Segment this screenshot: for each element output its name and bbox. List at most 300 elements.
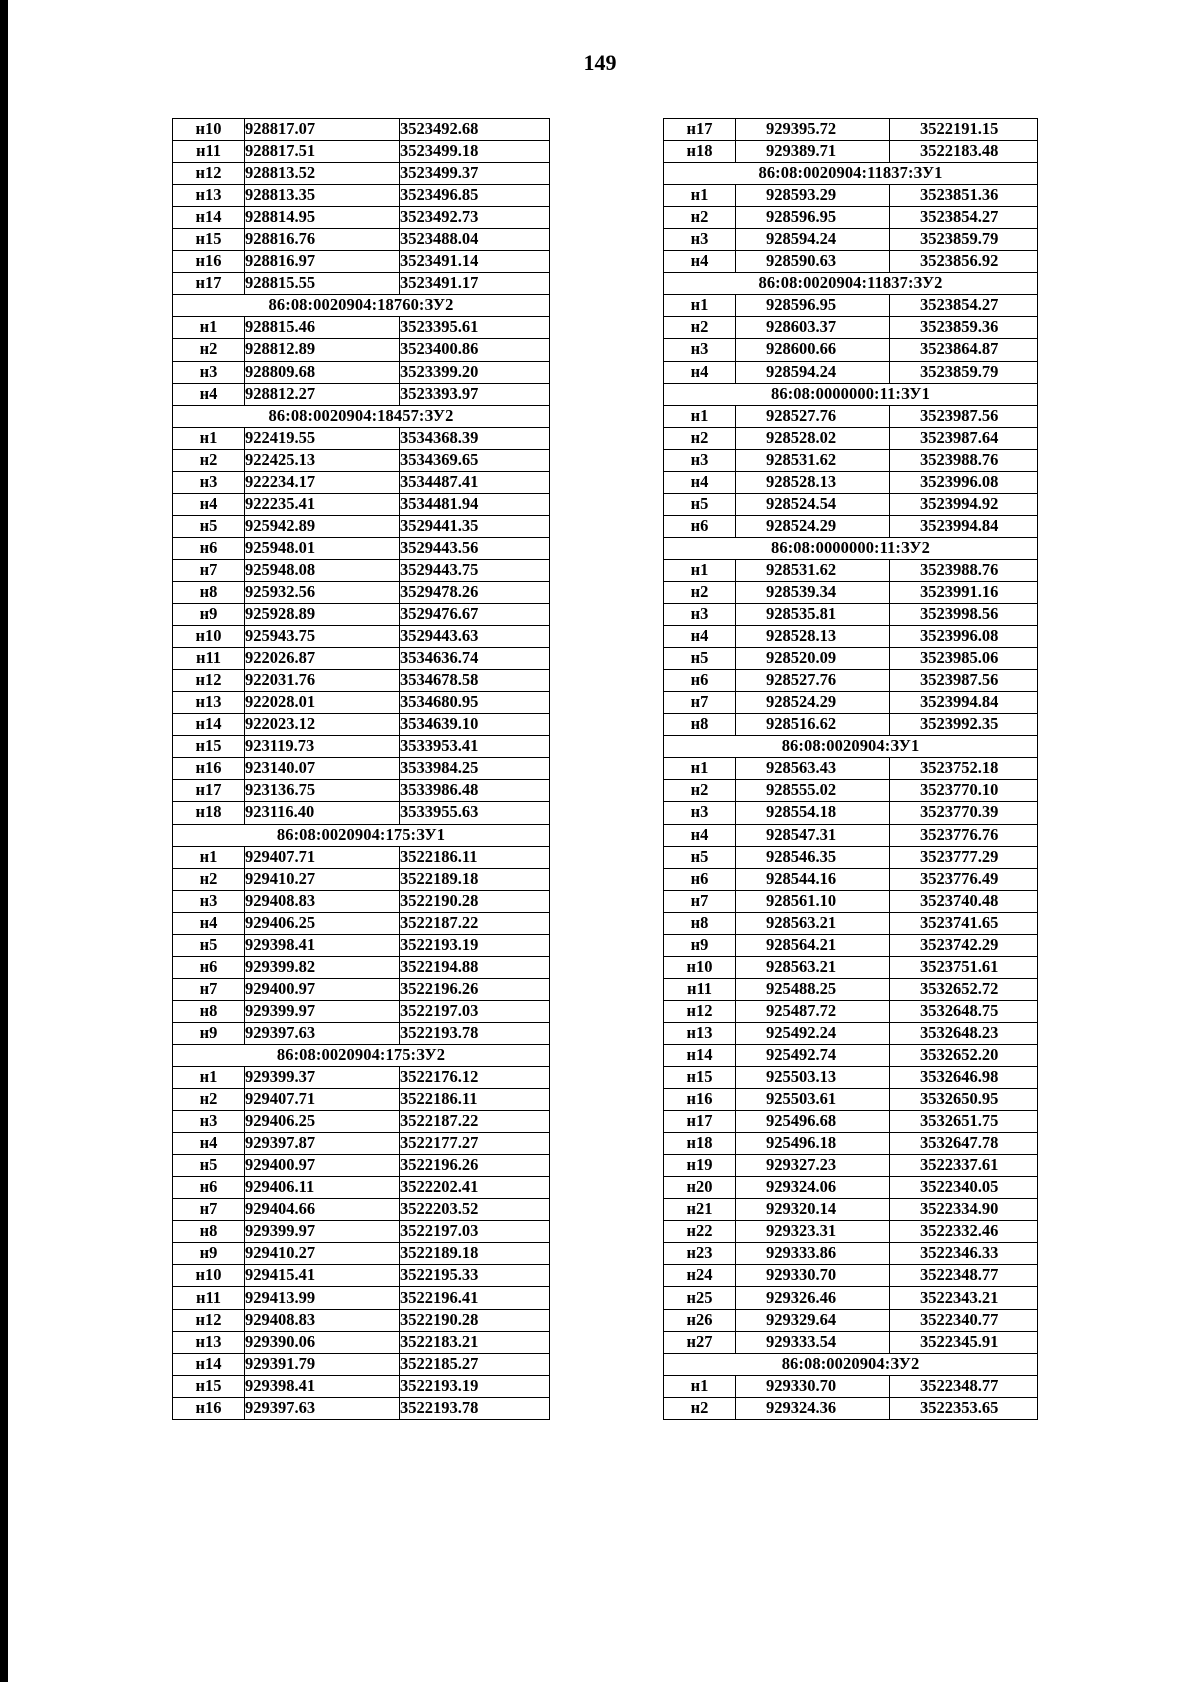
table-row [173,934,550,956]
point-id: н15 [664,1067,736,1089]
y-coordinate: 3532651.75 [890,1111,1038,1133]
table-row [173,339,550,361]
x-coordinate: 929397.63 [245,1022,400,1044]
table-row [173,1089,550,1111]
x-coordinate: 928817.07 [245,119,400,141]
table-row [173,141,550,163]
table-row [664,1221,1038,1243]
point-id: н9 [664,934,736,956]
coordinates-table-right [663,118,1038,1420]
table-row [664,317,1038,339]
x-coordinate: 925488.25 [736,978,890,1000]
x-coordinate: 925487.72 [736,1000,890,1022]
x-coordinate: 928594.24 [736,361,890,383]
y-coordinate: 3523393.97 [400,383,550,405]
table-row [173,978,550,1000]
table-row [173,471,550,493]
x-coordinate: 922026.87 [245,648,400,670]
section-header-row [664,273,1038,295]
x-coordinate: 928561.10 [736,890,890,912]
y-coordinate: 3523741.65 [890,912,1038,934]
y-coordinate: 3523994.92 [890,493,1038,515]
table-row [664,824,1038,846]
y-coordinate: 3523991.16 [890,581,1038,603]
table-row [664,1331,1038,1353]
table-row [664,1265,1038,1287]
y-coordinate: 3523859.79 [890,229,1038,251]
x-coordinate: 929406.11 [245,1177,400,1199]
y-coordinate: 3522353.65 [890,1397,1038,1419]
x-coordinate: 929413.99 [245,1287,400,1309]
point-id: н13 [664,1022,736,1044]
x-coordinate: 928528.13 [736,626,890,648]
table-row [173,317,550,339]
x-coordinate: 928596.95 [736,295,890,317]
table-row [173,581,550,603]
point-id: н16 [173,1397,245,1419]
x-coordinate: 928590.63 [736,251,890,273]
point-id: н1 [173,427,245,449]
table-row [173,1000,550,1022]
point-id: н22 [664,1221,736,1243]
table-row [173,802,550,824]
cadastral-number: 86:08:0020904:18457:ЗУ2 [173,405,550,427]
point-id: н2 [664,1397,736,1419]
table-row [173,1353,550,1375]
point-id: н12 [173,163,245,185]
table-row [664,626,1038,648]
point-id: н2 [173,339,245,361]
point-id: н17 [173,273,245,295]
table-row [173,692,550,714]
y-coordinate: 3523491.14 [400,251,550,273]
point-id: н4 [173,383,245,405]
table-row [173,758,550,780]
point-id: н6 [664,515,736,537]
table-row [173,626,550,648]
x-coordinate: 929400.97 [245,978,400,1000]
y-coordinate: 3522187.22 [400,912,550,934]
y-coordinate: 3523496.85 [400,185,550,207]
point-id: н5 [173,934,245,956]
point-id: н11 [664,978,736,1000]
y-coordinate: 3529478.26 [400,581,550,603]
y-coordinate: 3523770.10 [890,780,1038,802]
x-coordinate: 928817.51 [245,141,400,163]
y-coordinate: 3523770.39 [890,802,1038,824]
x-coordinate: 925496.18 [736,1133,890,1155]
y-coordinate: 3532646.98 [890,1067,1038,1089]
point-id: н12 [173,1309,245,1331]
table-row [173,1111,550,1133]
point-id: н2 [664,317,736,339]
point-id: н1 [664,185,736,207]
point-id: н3 [173,890,245,912]
x-coordinate: 925503.13 [736,1067,890,1089]
point-id: н15 [173,229,245,251]
point-id: н11 [173,648,245,670]
y-coordinate: 3523492.73 [400,207,550,229]
table-row [664,207,1038,229]
y-coordinate: 3522183.48 [890,141,1038,163]
x-coordinate: 928564.21 [736,934,890,956]
table-row [173,956,550,978]
x-coordinate: 925948.01 [245,537,400,559]
y-coordinate: 3522334.90 [890,1199,1038,1221]
point-id: н15 [173,1375,245,1397]
point-id: н10 [664,956,736,978]
point-id: н17 [664,1111,736,1133]
table-row [173,670,550,692]
x-coordinate: 929398.41 [245,934,400,956]
y-coordinate: 3522196.26 [400,1155,550,1177]
x-coordinate: 928524.29 [736,692,890,714]
table-row [664,1000,1038,1022]
y-coordinate: 3534678.58 [400,670,550,692]
x-coordinate: 929324.06 [736,1177,890,1199]
table-row [664,1111,1038,1133]
x-coordinate: 922235.41 [245,493,400,515]
point-id: н16 [173,251,245,273]
table-row [664,780,1038,802]
point-id: н8 [664,912,736,934]
x-coordinate: 928524.29 [736,515,890,537]
x-coordinate: 928516.62 [736,714,890,736]
point-id: н18 [664,141,736,163]
y-coordinate: 3522197.03 [400,1000,550,1022]
y-coordinate: 3523996.08 [890,626,1038,648]
y-coordinate: 3532652.72 [890,978,1038,1000]
x-coordinate: 928812.27 [245,383,400,405]
x-coordinate: 929323.31 [736,1221,890,1243]
x-coordinate: 929333.54 [736,1331,890,1353]
y-coordinate: 3523854.27 [890,295,1038,317]
point-id: н6 [664,868,736,890]
point-id: н6 [173,537,245,559]
x-coordinate: 925492.24 [736,1022,890,1044]
table-row [664,251,1038,273]
table-row [173,714,550,736]
point-id: н5 [664,846,736,868]
table-row [664,912,1038,934]
x-coordinate: 929398.41 [245,1375,400,1397]
x-coordinate: 929406.25 [245,1111,400,1133]
x-coordinate: 928520.09 [736,648,890,670]
coordinates-table-left [172,118,550,1420]
point-id: н4 [664,471,736,493]
table-row [173,1022,550,1044]
table-row [664,1067,1038,1089]
table-row [173,251,550,273]
x-coordinate: 929410.27 [245,1243,400,1265]
x-coordinate: 928814.95 [245,207,400,229]
y-coordinate: 3522193.78 [400,1397,550,1419]
table-row [664,339,1038,361]
y-coordinate: 3523859.79 [890,361,1038,383]
x-coordinate: 929395.72 [736,119,890,141]
x-coordinate: 928812.89 [245,339,400,361]
y-coordinate: 3523851.36 [890,185,1038,207]
table-row [664,956,1038,978]
y-coordinate: 3522193.19 [400,1375,550,1397]
point-id: н13 [173,1331,245,1353]
y-coordinate: 3522196.41 [400,1287,550,1309]
table-row [664,692,1038,714]
point-id: н14 [173,1353,245,1375]
point-id: н27 [664,1331,736,1353]
x-coordinate: 928546.35 [736,846,890,868]
point-id: н4 [173,1133,245,1155]
point-id: н4 [173,493,245,515]
x-coordinate: 923119.73 [245,736,400,758]
x-coordinate: 929404.66 [245,1199,400,1221]
table-row [664,493,1038,515]
table-row [173,780,550,802]
table-row [173,537,550,559]
y-coordinate: 3533986.48 [400,780,550,802]
y-coordinate: 3534369.65 [400,449,550,471]
point-id: н9 [173,604,245,626]
point-id: н14 [173,714,245,736]
x-coordinate: 929390.06 [245,1331,400,1353]
x-coordinate: 929397.63 [245,1397,400,1419]
table-row [173,604,550,626]
y-coordinate: 3532648.23 [890,1022,1038,1044]
table-row [173,1309,550,1331]
y-coordinate: 3522193.19 [400,934,550,956]
x-coordinate: 925503.61 [736,1089,890,1111]
point-id: н14 [664,1044,736,1066]
table-row [664,1044,1038,1066]
point-id: н17 [173,780,245,802]
point-id: н17 [664,119,736,141]
point-id: н8 [173,1000,245,1022]
y-coordinate: 3523985.06 [890,648,1038,670]
x-coordinate: 922023.12 [245,714,400,736]
table-row [173,1133,550,1155]
x-coordinate: 929329.64 [736,1309,890,1331]
point-id: н20 [664,1177,736,1199]
point-id: н1 [664,1375,736,1397]
y-coordinate: 3533953.41 [400,736,550,758]
section-header-row [173,1044,550,1066]
y-coordinate: 3523400.86 [400,339,550,361]
y-coordinate: 3523859.36 [890,317,1038,339]
y-coordinate: 3523488.04 [400,229,550,251]
table-row [173,119,550,141]
table-row [173,449,550,471]
table-row [664,1243,1038,1265]
y-coordinate: 3534680.95 [400,692,550,714]
table-row [664,890,1038,912]
x-coordinate: 929391.79 [245,1353,400,1375]
y-coordinate: 3522194.88 [400,956,550,978]
y-coordinate: 3522348.77 [890,1375,1038,1397]
y-coordinate: 3523492.68 [400,119,550,141]
table-row [664,1287,1038,1309]
table-row [664,978,1038,1000]
x-coordinate: 928563.43 [736,758,890,780]
point-id: н1 [173,317,245,339]
point-id: н18 [664,1133,736,1155]
y-coordinate: 3522340.77 [890,1309,1038,1331]
y-coordinate: 3523992.35 [890,714,1038,736]
point-id: н18 [173,802,245,824]
section-header-row [664,736,1038,758]
table-row [664,1397,1038,1419]
x-coordinate: 929410.27 [245,868,400,890]
y-coordinate: 3523856.92 [890,251,1038,273]
table-row [664,361,1038,383]
point-id: н19 [664,1155,736,1177]
table-row [173,515,550,537]
table-row [664,1177,1038,1199]
table-row [664,1022,1038,1044]
cadastral-number: 86:08:0020904:ЗУ1 [664,736,1038,758]
point-id: н3 [664,339,736,361]
cadastral-number: 86:08:0000000:11:ЗУ1 [664,383,1038,405]
y-coordinate: 3522193.78 [400,1022,550,1044]
x-coordinate: 928531.62 [736,449,890,471]
table-row [664,604,1038,626]
table-row [173,163,550,185]
point-id: н7 [664,692,736,714]
point-id: н2 [173,868,245,890]
point-id: н11 [173,141,245,163]
x-coordinate: 929320.14 [736,1199,890,1221]
section-header-row [173,405,550,427]
point-id: н25 [664,1287,736,1309]
y-coordinate: 3522203.52 [400,1199,550,1221]
y-coordinate: 3522186.11 [400,1089,550,1111]
section-header-row [664,537,1038,559]
point-id: н13 [173,692,245,714]
table-row [664,670,1038,692]
y-coordinate: 3534639.10 [400,714,550,736]
y-coordinate: 3523994.84 [890,515,1038,537]
y-coordinate: 3523752.18 [890,758,1038,780]
table-row [173,1199,550,1221]
x-coordinate: 929408.83 [245,1309,400,1331]
point-id: н9 [173,1243,245,1265]
y-coordinate: 3522190.28 [400,890,550,912]
section-header-row [173,295,550,317]
x-coordinate: 928563.21 [736,956,890,978]
y-coordinate: 3522187.22 [400,1111,550,1133]
x-coordinate: 929399.37 [245,1067,400,1089]
y-coordinate: 3522346.33 [890,1243,1038,1265]
y-coordinate: 3523395.61 [400,317,550,339]
y-coordinate: 3522196.26 [400,978,550,1000]
point-id: н7 [173,1199,245,1221]
y-coordinate: 3522189.18 [400,868,550,890]
y-coordinate: 3533955.63 [400,802,550,824]
scan-edge-bar [0,0,8,1682]
y-coordinate: 3523399.20 [400,361,550,383]
y-coordinate: 3523491.17 [400,273,550,295]
x-coordinate: 928600.66 [736,339,890,361]
table-row [173,1375,550,1397]
x-coordinate: 922234.17 [245,471,400,493]
y-coordinate: 3523998.56 [890,604,1038,626]
table-row [664,868,1038,890]
y-coordinate: 3532652.20 [890,1044,1038,1066]
x-coordinate: 929399.82 [245,956,400,978]
x-coordinate: 925943.75 [245,626,400,648]
table-row [664,714,1038,736]
point-id: н21 [664,1199,736,1221]
x-coordinate: 929400.97 [245,1155,400,1177]
point-id: н11 [173,1287,245,1309]
y-coordinate: 3523988.76 [890,449,1038,471]
y-coordinate: 3522183.21 [400,1331,550,1353]
y-coordinate: 3534636.74 [400,648,550,670]
table-row [664,758,1038,780]
y-coordinate: 3534368.39 [400,427,550,449]
point-id: н2 [664,207,736,229]
x-coordinate: 925948.08 [245,559,400,581]
table-row [664,405,1038,427]
point-id: н1 [664,758,736,780]
table-row [664,934,1038,956]
table-row [664,648,1038,670]
x-coordinate: 928547.31 [736,824,890,846]
table-row [664,1155,1038,1177]
y-coordinate: 3534481.94 [400,493,550,515]
x-coordinate: 929415.41 [245,1265,400,1287]
point-id: н9 [173,1022,245,1044]
x-coordinate: 928554.18 [736,802,890,824]
x-coordinate: 929327.23 [736,1155,890,1177]
table-row [664,559,1038,581]
x-coordinate: 922031.76 [245,670,400,692]
point-id: н6 [664,670,736,692]
table-row [664,427,1038,449]
table-row [173,1265,550,1287]
table-row [664,1133,1038,1155]
table-row [173,185,550,207]
table-row [173,559,550,581]
y-coordinate: 3523854.27 [890,207,1038,229]
y-coordinate: 3523987.56 [890,405,1038,427]
table-row [664,449,1038,471]
cadastral-number: 86:08:0020904:11837:ЗУ1 [664,163,1038,185]
x-coordinate: 925942.89 [245,515,400,537]
x-coordinate: 929389.71 [736,141,890,163]
table-row [173,1331,550,1353]
x-coordinate: 923140.07 [245,758,400,780]
x-coordinate: 928563.21 [736,912,890,934]
point-id: н13 [173,185,245,207]
x-coordinate: 928596.95 [736,207,890,229]
x-coordinate: 929330.70 [736,1375,890,1397]
x-coordinate: 925928.89 [245,604,400,626]
y-coordinate: 3522186.11 [400,846,550,868]
x-coordinate: 928809.68 [245,361,400,383]
x-coordinate: 928539.34 [736,581,890,603]
y-coordinate: 3529443.75 [400,559,550,581]
y-coordinate: 3522189.18 [400,1243,550,1265]
x-coordinate: 928603.37 [736,317,890,339]
section-header-row [664,163,1038,185]
y-coordinate: 3532650.95 [890,1089,1038,1111]
page-number: 149 [583,50,617,75]
x-coordinate: 929399.97 [245,1221,400,1243]
x-coordinate: 925492.74 [736,1044,890,1066]
y-coordinate: 3522195.33 [400,1265,550,1287]
table-row [664,471,1038,493]
table-row [173,273,550,295]
